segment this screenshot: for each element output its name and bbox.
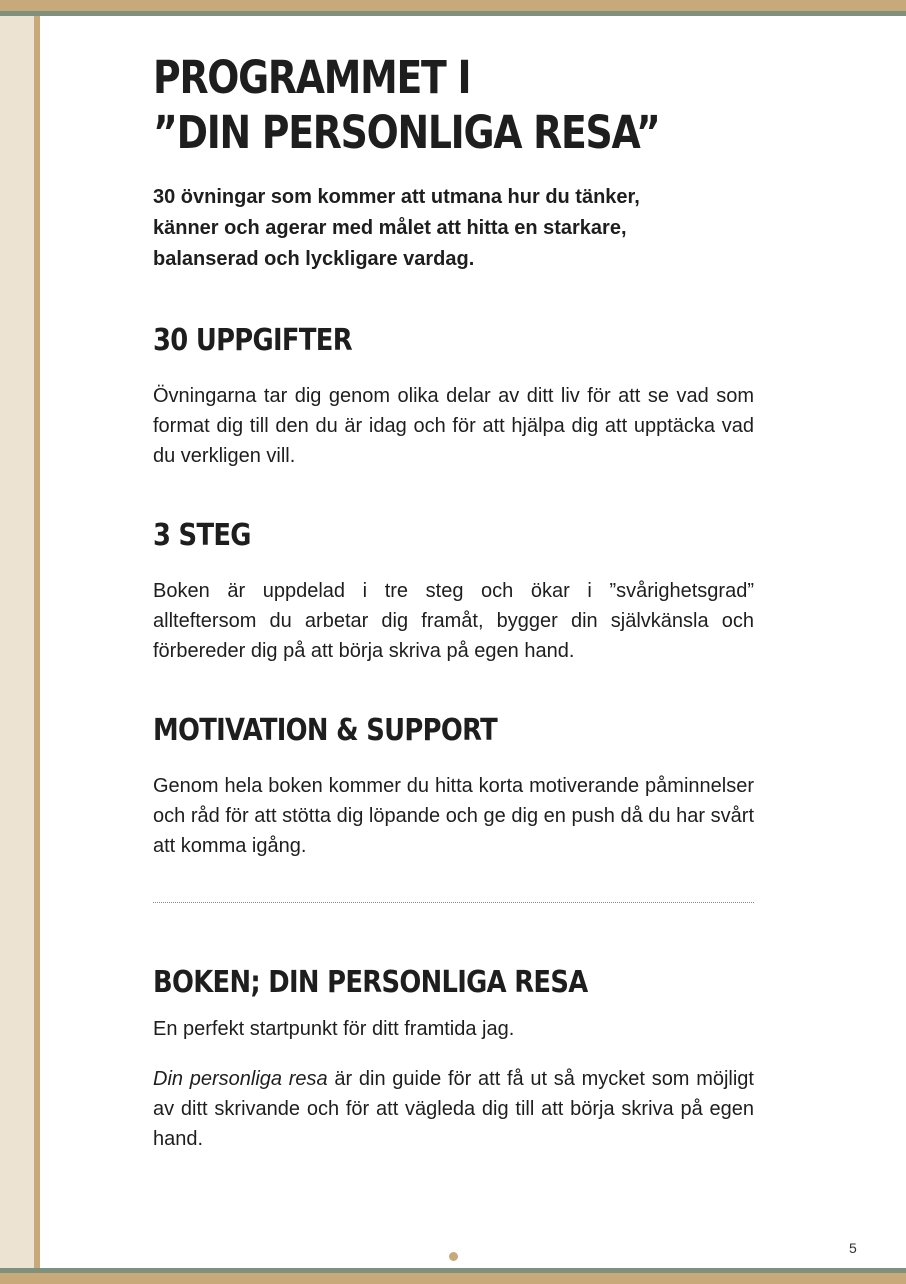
book-intro: En perfekt startpunkt för ditt framtida jag. [153,1018,515,1040]
section-body: Övningarna tar dig genom olika delar av ditt liv för att se vad som format dig till den du är idag och för att hjälpa dig att upptäcka vad du verkligen vill. [153,385,754,467]
section-uppgifter [153,321,754,471]
section-heading: 30 UPPGIFTER [153,323,352,358]
left-margin-panel [0,16,34,1268]
section-heading: MOTIVATION & SUPPORT [153,713,498,748]
bottom-border-tan [0,1273,906,1284]
section-body: Genom hela boken kommer du hitta korta motiverande påminnelser och råd för att stötta dig löpande och ge dig en push då du har svårt att komma igång. [153,775,754,857]
page-title-line-1: PROGRAMMET I [153,51,471,104]
lead-paragraph: 30 övningar som kommer att utmana hur du tänker, känner och agerar med målet att hitta en starkare, balanserad och lyckligare vardag. [153,186,640,270]
book-body-text: är din guide för att få ut så mycket som möjligt av ditt skrivande och för att vägleda dig till att börja skriva på egen hand. [153,1068,754,1150]
book-body [153,1064,754,1154]
page-title-line-2: ”DIN PERSONLIGA RESA” [153,106,660,159]
top-border-green [0,11,906,16]
page-number: 5 [849,1240,857,1256]
section-book [153,963,754,1154]
page-dot [449,1252,458,1261]
section-steg [153,516,754,666]
top-border-tan [0,0,906,11]
book-title-italic: Din personliga resa [153,1068,328,1090]
section-body: Boken är uppdelad i tre steg och ökar i ”svårighetsgrad” allteftersom du arbetar dig framåt, bygger din självkänsla och förbereder dig på att börja skriva på egen hand. [153,580,754,662]
section-motivation-support [153,711,754,861]
section-heading: 3 STEG [153,518,251,553]
page-content [153,50,754,1154]
page-title [153,50,754,160]
section-heading: BOKEN; DIN PERSONLIGA RESA [153,965,588,1000]
left-margin-stripe [34,16,40,1268]
section-divider [153,902,754,903]
